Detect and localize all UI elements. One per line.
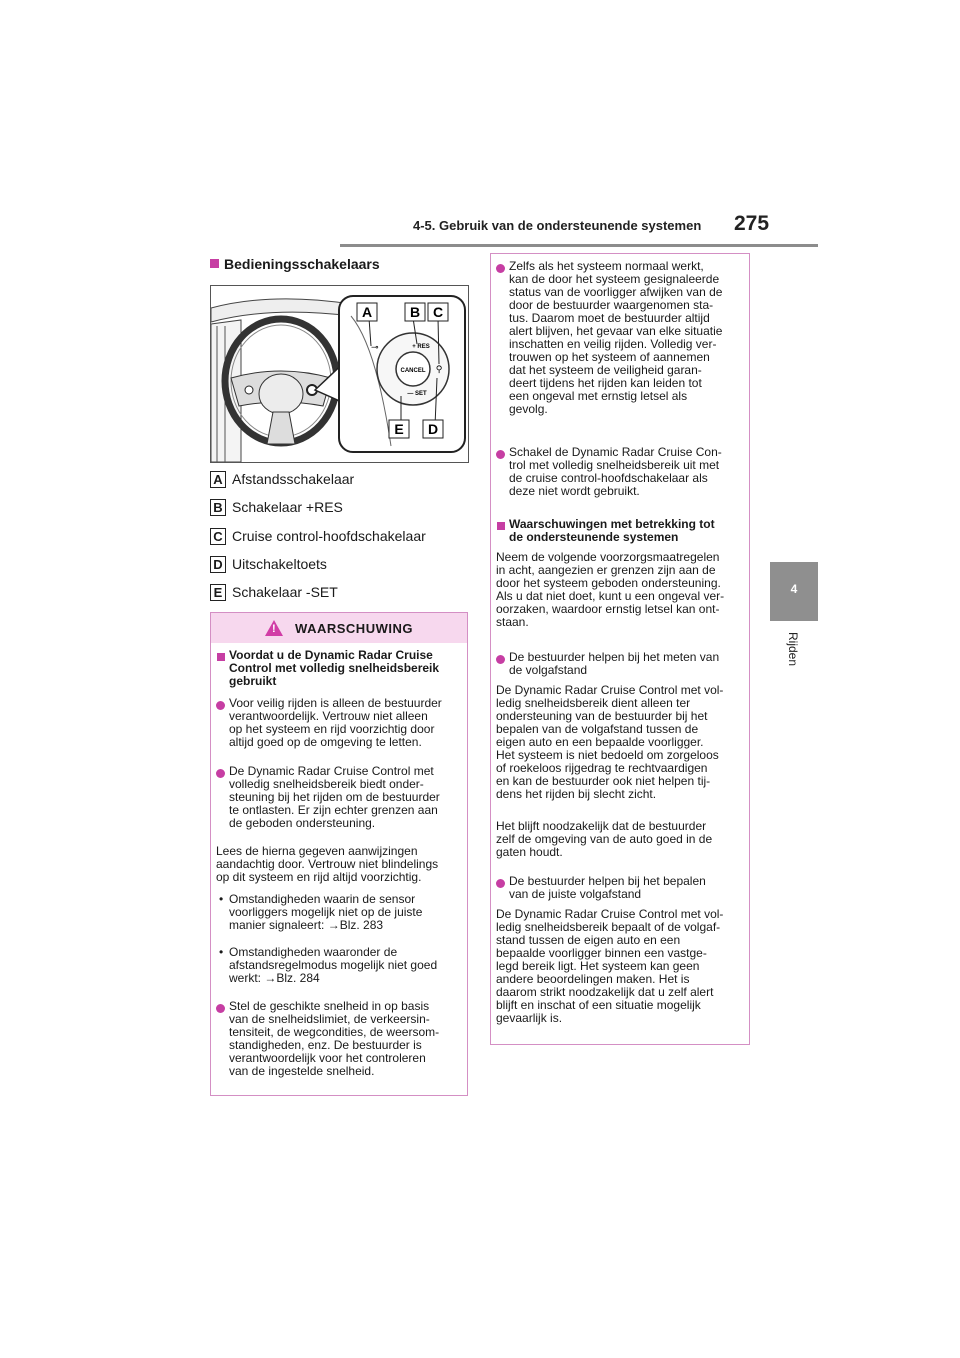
steering-wheel-figure [210,285,469,463]
legend-text: Schakelaar -SET [232,584,338,600]
page-number: 275 [734,212,770,235]
square-bullet-icon [217,653,225,661]
figure-label-c: C [432,304,444,320]
figure-label-e: E [394,421,404,437]
caution-paragraph: De bestuurder helpen bij het bepalen van de juiste volgafstand [509,874,706,901]
chapter-label: Rijden [786,632,800,667]
caution-paragraph: Neem de volgende voorzorgsmaatregelen in acht, aangezien er grenzen zijn aan de door het systeem geboden ondersteuning. Als u dat niet doet, kunt u een ongeval ver- oorzaken, waardoor ernstig letsel kan ont- staan. [496,550,725,629]
figure-label-d: D [427,421,439,437]
legend-item [210,497,343,517]
legend-item [210,582,338,602]
figure-label-a: A [361,304,373,320]
set-text: — SET [407,391,427,397]
legend-item [210,469,354,489]
section-heading [210,256,380,272]
circle-bullet-icon [216,769,225,778]
caution-paragraph: Zelfs als het systeem normaal werkt, kan de door het systeem gesignaleerde status van de voorligger afwijken van de door de bestuurder waargenomen sta- tus. Daarom moet de bestuurder altijd alert blijven, het gevaar van elke situatie inschatten en veilig rijden. Volledig ver- trouwen op het systeem of aannemen dat het systeem de veiligheid garan- deert tijdens het rijden kan leiden tot een ongeval met ernstig letsel als gevolg. [509,259,723,416]
legend-item [210,526,426,546]
header-rule [340,244,818,247]
svg-text:⊸: ⊸ [371,343,379,353]
caution-paragraph: De Dynamic Radar Cruise Control met vol- ledig snelheidsbereik bepaalt of de volgaf- stand tussen de eigen auto en een bepaalde voorligger binnen een vastge- legd bereik ligt. Het systeem kan geen andere beoordelingen maken. Het is daarom strikt noodzakelijk dat u zelf alert blijft en inschat of een situatie mogelijk gevaarlijk is. [496,907,724,1025]
warning-paragraph: De Dynamic Radar Cruise Control met volledig snelheidsbereik biedt onder- steuning bij het rijden om de bestuurder te ontlasten. Er zijn echter grenzen aan de geboden ondersteuning. [229,764,440,830]
res-text: + RES [412,344,430,350]
warning-title: WAARSCHUWING [295,620,413,636]
svg-text:⚲: ⚲ [435,365,443,375]
legend-text: Afstandsschakelaar [232,471,355,487]
legend-key: B [210,499,226,516]
section-title: 4-5. Gebruik van de ondersteunende systemen [413,218,702,233]
warning-bullet-item: Omstandigheden waarin de sensor voorliggers mogelijk niet op de juiste manier signaleert: →Blz. 283 [229,892,423,932]
circle-bullet-icon [496,450,505,459]
circle-bullet-icon [496,655,505,664]
steering-wheel-illustration [211,286,468,462]
square-bullet-icon [497,522,505,530]
legend-key: C [210,528,226,545]
legend-item [210,554,327,574]
warning-subheading: Voordat u de Dynamic Radar Cruise Control met volledig snelheidsbereik gebruikt [229,648,440,688]
warning-paragraph: Lees de hierna gegeven aanwijzingen aandachtig door. Vertrouw niet blindelings op dit systeem en rijd altijd voorzichtig. [216,844,439,884]
warning-header [211,613,467,643]
caution-paragraph: Schakel de Dynamic Radar Cruise Con- trol met volledig snelheidsbereik uit met de cruise control-hoofdschakelaar als deze niet wordt gebruikt. [509,445,722,498]
caution-paragraph: De bestuurder helpen bij het meten van de volgafstand [509,650,720,677]
legend-text: Uitschakeltoets [232,556,327,572]
circle-bullet-icon [216,1004,225,1013]
legend-text: Schakelaar +RES [232,499,343,515]
circle-bullet-icon [216,701,225,710]
circle-bullet-icon [496,879,505,888]
caution-subheading: Waarschuwingen met betrekking tot de ondersteunende systemen [509,517,715,544]
warning-box: ! WAARSCHUWING Voordat u de Dynamic Radar Cruise Control met volledig snelheidsbereik gebruikt Voor veilig rijden is alleen de bestuurder verantwoordelijk. Vertrouw niet alleen op het systeem en rijd voorzichtig door altijd goed op de omgeving te letten. De Dynamic Radar Cruise Control met volledig snelheidsbereik biedt onder- steuning bij het rijden om de bestuurder te ontlasten. Er zijn echter grenzen aan de geboden ondersteuning. Lees de hierna gegeven aanwijzingen aandachtig door. Vertrouw niet blindelings op dit systeem en rijd altijd voorzichtig. • Omstandigheden waarin de sensor voorliggers mogelijk niet op de juiste manier signaleert: →Blz. 283 • Omstandigheden waaronder de afstandsregelmodus mogelijk niet goed werkt: →Blz. 284 Stel de geschikte snelheid in op basis van de snelheidslimiet, de verkeersin- tensiteit, de wegcondities, de weersom- standigheden, enz. De bestuurder is verantwoordelijk voor het controleren van de ingestelde snelheid. [210,612,468,1096]
warning-paragraph: Voor veilig rijden is alleen de bestuurder verantwoordelijk. Vertrouw niet alleen op het systeem en rijd voorzichtig door altijd goed op de omgeving te letten. [229,696,442,749]
warning-triangle-icon: ! [265,620,283,636]
cancel-text: CANCEL [400,368,426,374]
square-bullet-icon [210,259,219,268]
legend-key: E [210,584,226,601]
legend-key: D [210,556,226,573]
caution-continued-box [490,253,750,1045]
chapter-number: 4 [790,582,798,596]
caution-paragraph: De Dynamic Radar Cruise Control met vol- ledig snelheidsbereik dient alleen ter ondersteuning van de bestuurder bij het bepalen van de volgafstand tussen de eigen auto en een bepaalde voorligger. Het systeem is niet bedoeld om zorgeloos of roekeloos rijgedrag te rechtvaardigen en kan de bestuurder ook niet helpen tij- dens het rijden bij slecht zicht. [496,683,724,801]
caution-paragraph: Het blijft noodzakelijk dat de bestuurder zelf de omgeving van de auto goed in de gaten houdt. [496,819,713,859]
circle-bullet-icon [496,264,505,273]
legend-key: A [210,471,226,488]
warning-paragraph: Stel de geschikte snelheid in op basis van de snelheidslimiet, de verkeersin- tensiteit, de wegcondities, de weersom- standigheden, enz. De bestuurder is verantwoordelijk voor het controleren van de ingestelde snelheid. [229,999,440,1078]
legend-text: Cruise control-hoofdschakelaar [232,528,426,544]
figure-label-b: B [409,304,421,320]
section-heading-text: Bedieningsschakelaars [224,256,380,272]
warning-bullet-item: Omstandigheden waaronder de afstandsregelmodus mogelijk niet goed werkt: →Blz. 284 [229,945,438,985]
